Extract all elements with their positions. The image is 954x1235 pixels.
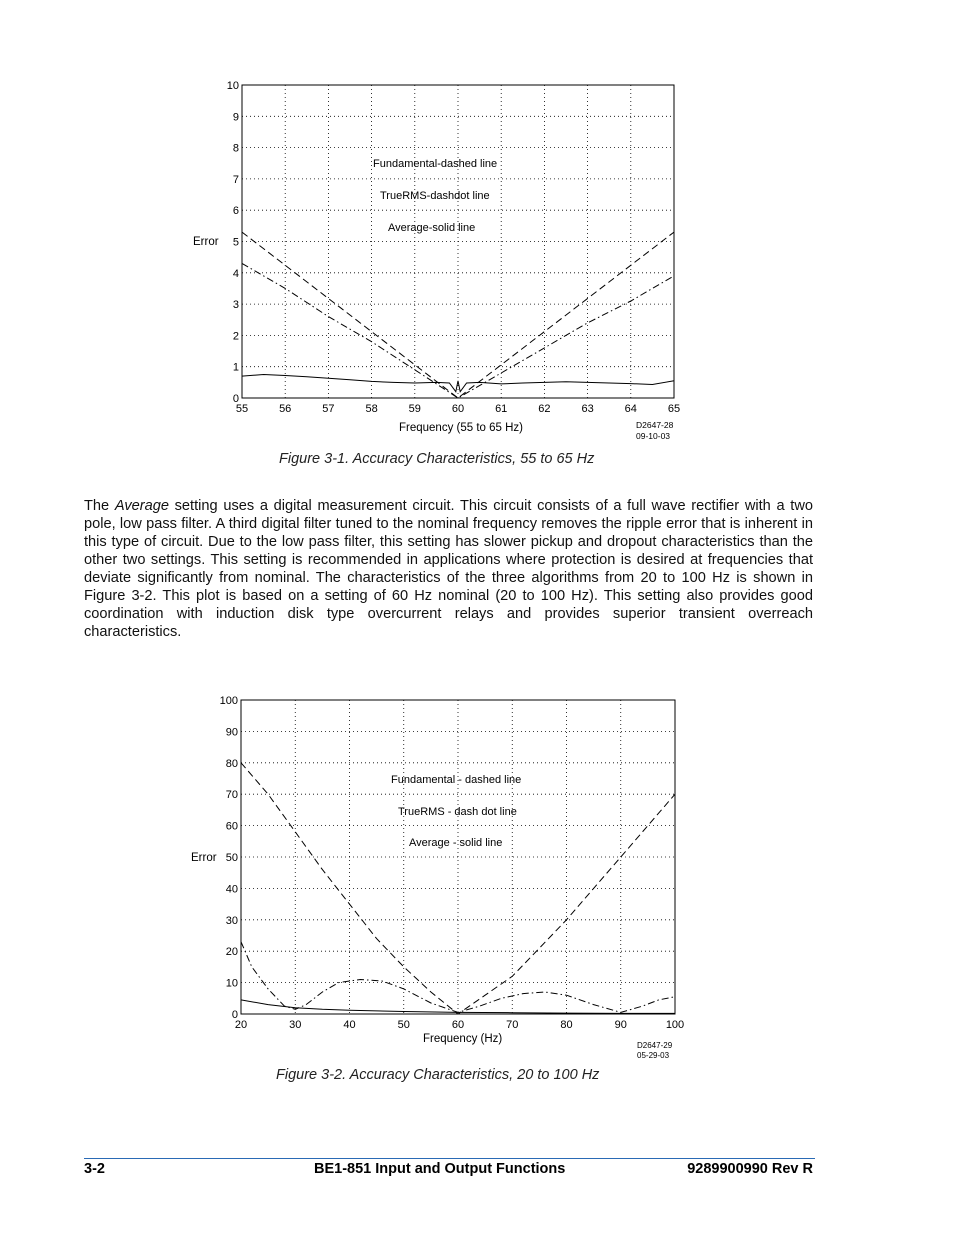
figure-1-ylabel: Error [193, 236, 219, 248]
figure-2-y-tick-label: 70 [225, 789, 238, 802]
figure-1-y-tick-label: 10 [226, 80, 239, 92]
figure-1-y-tick-label: 7 [232, 173, 239, 186]
figure-1-y-tick-label: 4 [232, 267, 239, 280]
figure-2-annotation-average: Average - solid line [409, 837, 503, 849]
figure-2-annotation-truerms: TrueRMS - dash dot line [398, 806, 517, 818]
figure-1-annotation-average: Average-solid line [388, 222, 476, 234]
figure-1-drawing-date: 09-10-03 [636, 431, 671, 441]
figure-2-y-tick-label: 80 [225, 757, 238, 770]
figure-2-y-tick-label: 90 [225, 726, 238, 739]
figure-2-drawing-date: 05-29-03 [637, 1051, 670, 1060]
figure-2-ylabel: Error [191, 852, 217, 864]
figure-2-x-tick-label: 100 [665, 1019, 685, 1031]
figure-2-x-tick-label: 60 [451, 1019, 465, 1031]
figure-2-caption: Figure 3-2. Accuracy Characteristics, 20 to 100 Hz [276, 1067, 600, 1083]
figure-2-x-tick-label: 90 [614, 1019, 627, 1031]
figure-2-y-tick-label: 100 [219, 695, 238, 707]
figure-2-x-tick-label: 50 [397, 1019, 410, 1031]
figure-1-xlabel: Frequency (55 to 65 Hz) [399, 422, 524, 434]
figure-2-y-tick-label: 50 [225, 852, 238, 864]
figure-2-y-tick-label: 0 [231, 1009, 238, 1021]
figure-1-x-tick-label: 55 [235, 403, 249, 415]
figure-2-x-tick-label: 30 [289, 1019, 302, 1031]
figure-1-y-tick-label: 2 [232, 330, 239, 343]
figure-2-x-tick-label: 20 [234, 1019, 248, 1031]
figure-1-x-tick-label: 58 [365, 403, 378, 415]
figure-2-y-tick-label: 40 [225, 883, 238, 896]
figure-1-y-tick-label: 5 [232, 236, 239, 249]
figure-2-y-tick-label: 60 [225, 820, 238, 833]
figure-2-x-tick-label: 80 [560, 1019, 573, 1031]
figure-1-x-tick-label: 57 [322, 403, 335, 415]
figure-2-x-tick-label: 70 [506, 1019, 519, 1031]
figure-1-x-tick-label: 65 [667, 403, 681, 415]
figure-2-y-tick-label: 30 [225, 914, 238, 927]
figure-1-x-tick-label: 61 [495, 403, 508, 415]
figure-2-xlabel: Frequency (Hz) [423, 1033, 503, 1045]
paragraph-start: The [84, 498, 115, 514]
figure-1-y-tick-label: 9 [232, 111, 239, 124]
footer-rule [84, 1158, 815, 1159]
figure-1-y-tick-label: 3 [232, 299, 239, 312]
figure-1-x-tick-label: 59 [408, 403, 421, 415]
figure-1-x-tick-label: 60 [451, 403, 465, 415]
figure-1-x-tick-label: 56 [279, 403, 292, 415]
figure-2-x-tick-label: 40 [343, 1019, 356, 1031]
figure-1-x-tick-label: 63 [581, 403, 594, 415]
figure-1-drawing-id: D2647-28 [636, 420, 674, 430]
figure-2-y-tick-label: 10 [225, 977, 238, 990]
figure-2-series-solid [241, 1000, 675, 1014]
figure-1-annotation-fundamental: Fundamental-dashed line [373, 158, 498, 170]
figure-1-x-tick-label: 64 [624, 403, 637, 415]
paragraph-rest: setting uses a digital measurement circuit. This circuit consists of a full wave rectifier with a two pole, low pass filter. A third digital filter tuned to the nominal frequency removes the ripple error that is inherent in this type of circuit. Due to the low pass filter, this setting has slower pickup and dropout characteristics than the other two settings. This setting is recommended in applications where protection is desired at frequencies that deviate significantly from nominal. The characteristics of the three algorithms from 20 to 100 Hz is shown in Figure 3-2. This plot is based on a setting of 60 Hz nominal (20 to 100 Hz). This setting also provides good coordination with induction disk type overcurrent relays and provides superior transient overreach characteristics. [84, 498, 813, 640]
figure-1-caption: Figure 3-1. Accuracy Characteristics, 55 to 65 Hz [279, 451, 595, 467]
footer-doc-number: 9289900990 Rev R [687, 1161, 813, 1177]
figure-2-y-tick-label: 20 [225, 946, 238, 959]
paragraph-emphasis: Average [114, 498, 169, 514]
figure-1-y-tick-label: 0 [232, 393, 239, 405]
figure-2-annotation-fundamental: Fundamental - dashed line [391, 774, 522, 786]
figure-1-y-tick-label: 6 [232, 205, 239, 218]
footer-title: BE1-851 Input and Output Functions [314, 1161, 566, 1177]
figure-2-drawing-id: D2647-29 [637, 1041, 673, 1050]
figure-1-x-tick-label: 62 [538, 403, 551, 415]
figure-1-annotation-truerms: TrueRMS-dashdot line [380, 190, 490, 202]
footer-page-number: 3-2 [84, 1161, 105, 1177]
figure-1-y-tick-label: 8 [232, 142, 239, 155]
figure-1-y-tick-label: 1 [232, 361, 239, 374]
